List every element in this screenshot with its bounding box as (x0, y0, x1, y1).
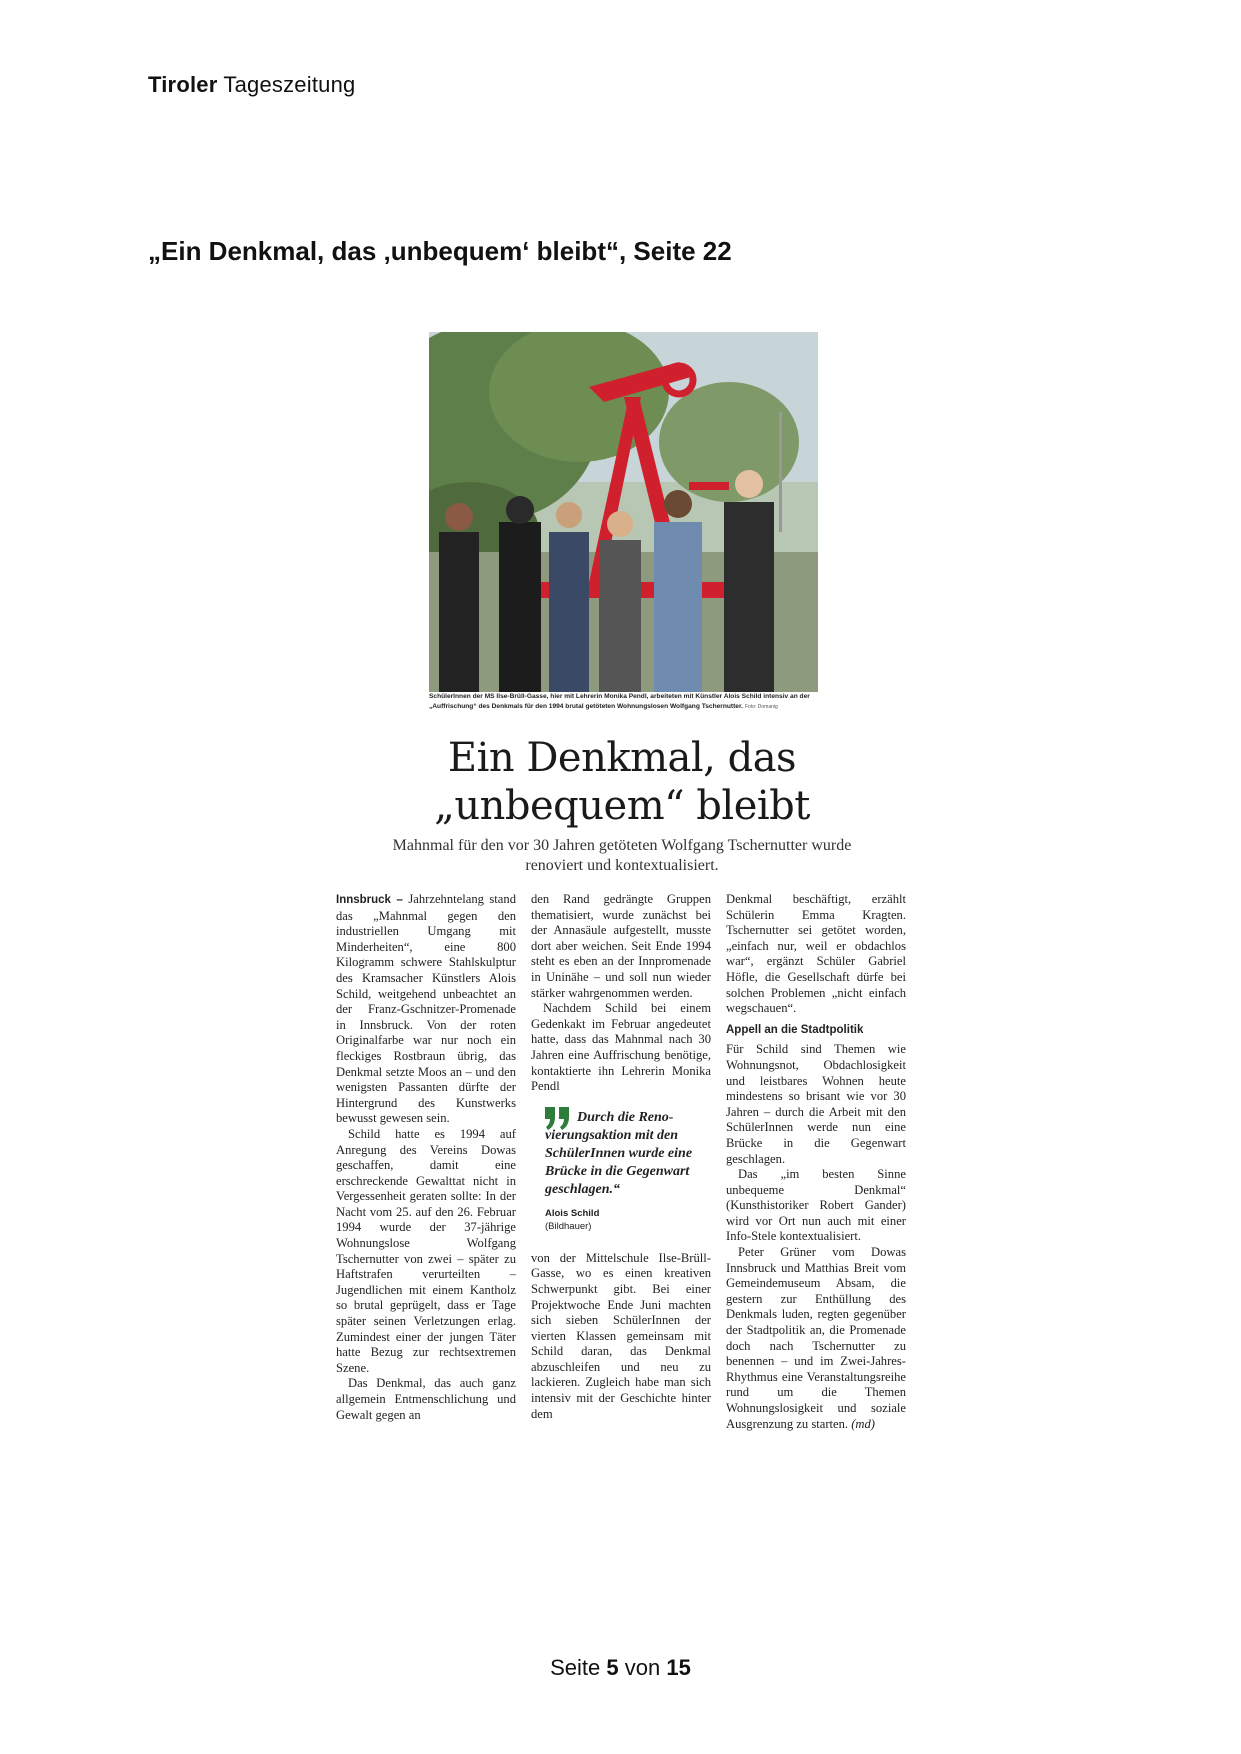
publication-name (148, 72, 355, 98)
quote-author-role: (Bildhauer) (545, 1220, 592, 1232)
section-subheading: Appell an die Stadtpolitik (726, 1023, 864, 1036)
column-paragraph (336, 892, 516, 1127)
brand-bold: Tiroler (148, 72, 218, 97)
current-page-number: 5 (606, 1655, 619, 1680)
quote-author-name: Alois Schild (545, 1207, 600, 1219)
paragraph-text: Jahrzehntelang stand das „Mahnmal gegen den industriellen Umgang mit Minderheiten“, eine 800 Kilogramm schwere Stahlskulptur des Kramsacher Künstlers Alois Schild, weitgehend unbeachtet an der Franz-Gschnitzer-Promenade in Innsbruck. Von der roten Originalfarbe war nur noch ein fleckiges Rostbraun übrig, das Denkmal setzte Moos an – und den wenigsten Passanten dürfte der Hintergrund des Kunstwerks bewusst gewesen sein. (336, 892, 516, 1126)
photo-credit: Foto: Domanig (744, 704, 778, 710)
article-column-2 (531, 892, 711, 1422)
caption-text: SchülerInnen der MS Ilse-Brüll-Gasse, hier mit Lehrerin Monika Pendl, arbeiteten mit Künstler Alois Schild intensiv an der „Auffrischung“ des Denkmals für den 1994 brutal getöteten Wohnungslosen Wolfgang Tschernutter. (429, 693, 810, 710)
pull-quote (531, 1109, 711, 1233)
footer-prefix: Seite (550, 1655, 601, 1680)
photo-illustration (429, 332, 818, 692)
author-signoff: (md) (851, 1416, 875, 1431)
column-paragraph: Für Schild sind Themen wie Wohnungsnot, Obdachlosigkeit und leistbares Wohnen heute mindestens so brisant wie vor 30 Jahren – durch die Arbeit mit den SchülerInnen werde nun eine Brücke in die Gegenwart geschlagen. (726, 1042, 906, 1166)
total-page-count: 15 (666, 1655, 691, 1680)
column-paragraph: Nachdem Schild bei einem Gedenkakt im Februar angedeutet hatte, dass das Mahnmal nach 30 Jahren eine Auffrischung benötige, kontaktierte ihn Lehrerin Monika Pendl (531, 1001, 711, 1094)
article-subheadline: Mahnmal für den vor 30 Jahren getöteten Wolfgang Tschernutter wurde renoviert und kontextualisiert. (392, 837, 852, 874)
clipping-title: „Ein Denkmal, das ‚unbequem‘ bleibt“, Seite 22 (148, 236, 732, 266)
photo-caption (429, 692, 818, 712)
newspaper-clipping (336, 332, 908, 1462)
quote-first-line: Durch die Reno- (577, 1109, 674, 1125)
column-paragraph (726, 1245, 906, 1432)
column-paragraph: Das Denkmal, das auch ganz allgemein Entmenschlichung und Gewalt gegen an (336, 1376, 516, 1422)
article-photo (429, 332, 818, 692)
article-column-1 (336, 892, 516, 1423)
column-paragraph: Schild hatte es 1994 auf Anregung des Vereins Dowas geschaffen, damit eine erschreckende Gewalttat nicht in Vergessenheit geraten sollte: In der Nacht vom 25. auf den 26. Februar 1994 wurde der 37-jährige Wohnungslose Wolfgang Tschernutter von zwei – später zu Haftstrafen verurteilten – Jugendlichen mit einem Kantholz so brutal geprügelt, dass er Tage später seinen Verletzungen erlag. Zumindest einer der jungen Täter hatte Bezug zur rechtsextremen Szene. (336, 1126, 516, 1375)
headline-line-2: „unbequem“ bleibt (434, 783, 810, 829)
article-column-3 (726, 892, 906, 1432)
column-paragraph: den Rand gedrängte Gruppen thematisiert, wurde zunächst bei der Annasäule aufgestellt, musste dort aber weichen. Seit Ende 1994 steht es eben an der Innpromenade in Uninähe – und soll nun wieder stärker wahrgenommen werden. (531, 892, 711, 1000)
footer-middle: von (624, 1655, 661, 1680)
column-paragraph: Das „im besten Sinne unbequeme Denkmal“ (Kunsthistoriker Robert Gander) wird vor Ort nun auch mit einer Info-Stele kontextualisiert. (726, 1167, 906, 1244)
article-headline (336, 734, 908, 830)
quote-mark-icon (543, 1105, 571, 1131)
quote-rest: vierungsaktion mit den SchülerInnen wurde eine Brücke in die Gegenwart geschlagen.“ (545, 1127, 693, 1197)
headline-line-1: Ein Denkmal, das (447, 735, 797, 781)
quote-author (531, 1207, 711, 1233)
column-paragraph: von der Mittelschule Ilse-Brüll-Gasse, wo es einen kreativen Schwerpunkt gibt. Bei einer Projektwoche Ende Juni machten sich sieben SchülerInnen der vierten Klassen gemeinsam mit Schild daran, das Denkmal abzuschleifen und neu zu lackieren. Zugleich habe man sich intensiv mit der Geschichte hinter dem (531, 1250, 711, 1421)
page-footer (0, 1655, 1241, 1681)
column-paragraph: Denkmal beschäftigt, erzählt Schülerin Emma Kragten. Tschernutter sei getötet worden, „einfach nur, weil er obdachlos war“, ergänzt Schüler Gabriel Höfle, die Gesellschaft dürfe bei solchen Problemen „nicht einfach wegschauen“. (726, 892, 906, 1016)
brand-rest: Tageszeitung (223, 72, 356, 97)
paragraph-text: Peter Grüner vom Dowas Innsbruck und Matthias Breit vom Gemeindemuseum Absam, die gestern zur Enthüllung des Denkmals luden, regten gegenüber der Stadtpolitik an, die Promenade doch nach Tschernutter zu benennen – und im Zwei-Jahres-Rhythmus eine Veranstaltungsreihe rund um die Themen Wohnungslosigkeit und soziale Ausgrenzung zu starten. (726, 1245, 906, 1431)
dateline: Innsbruck – (336, 894, 403, 906)
